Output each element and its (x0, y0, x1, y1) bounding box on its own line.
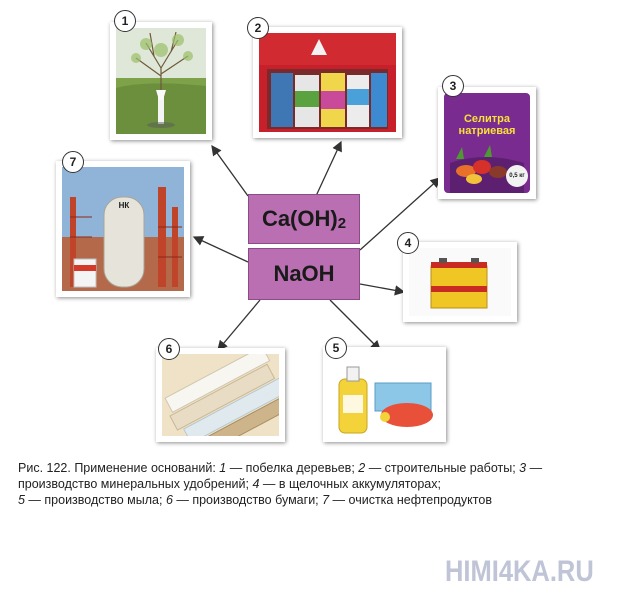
refinery-logo-label: НК (118, 201, 130, 210)
figure-caption (18, 460, 578, 508)
fertilizer-package-image (444, 93, 530, 193)
panel-4-number: 4 (397, 232, 419, 254)
fertilizer-weight-badge: 0,5 кг (506, 165, 528, 187)
formula1-subscript: 2 (337, 214, 347, 232)
caption-n7: 7 (322, 493, 330, 507)
caption-n3: 3 (519, 461, 527, 475)
caption-n6: 6 (165, 493, 173, 507)
construction-materials-image (259, 33, 396, 132)
caption-n1: 1 (219, 461, 227, 475)
panel-7-number: 7 (62, 151, 84, 173)
formula-calcium-hydroxide (248, 194, 360, 244)
panel-5-soap (323, 341, 446, 442)
caption-t1: — побелка деревьев; (226, 461, 359, 475)
refinery-image (62, 167, 184, 291)
fertilizer-label-line2: натриевая (458, 125, 516, 137)
panel-1-number: 1 (114, 10, 136, 32)
fertilizer-label-line1: Селитра (463, 113, 511, 125)
panel-5-number: 5 (325, 337, 347, 359)
panel-3-number: 3 (442, 75, 464, 97)
caption-t2: — строительные работы; (365, 461, 520, 475)
tree-image (116, 28, 206, 134)
panel-2-construction (253, 21, 402, 138)
caption-prefix: Рис. 122. Применение оснований: (18, 461, 220, 475)
panel-4-battery (403, 236, 517, 322)
caption-t6: — производство бумаги; (172, 493, 323, 507)
caption-n2: 2 (358, 461, 366, 475)
panel-6-number: 6 (158, 338, 180, 360)
formula-sodium-hydroxide (248, 248, 360, 300)
site-watermark: HIMI4KA.RU (445, 555, 594, 588)
panel-7-refinery (56, 155, 190, 297)
panel-3-fertilizer (438, 79, 536, 199)
caption-t4: — в щелочных аккумуляторах; (259, 477, 441, 491)
arrow-to-1 (212, 146, 248, 196)
formula1-main: Ca(OH) (261, 206, 338, 231)
panel-6-paper (156, 342, 285, 442)
arrow-to-6 (218, 300, 260, 350)
arrow-to-2 (316, 142, 341, 196)
caption-t3: — производство минеральных удобрений; (18, 461, 543, 491)
caption-n4: 4 (252, 477, 260, 491)
formula2-text: NaOH (273, 261, 335, 286)
arrow-to-4 (360, 284, 404, 292)
soap-image (329, 353, 440, 436)
panel-1-tree-whitewash (110, 14, 212, 140)
paper-rolls-image (162, 354, 279, 436)
battery-image (409, 248, 511, 316)
caption-t5: — производство мыла; (24, 493, 166, 507)
panel-2-number: 2 (247, 17, 269, 39)
caption-n5: 5 (18, 493, 25, 507)
arrow-to-7 (194, 237, 248, 262)
caption-t7: — очистка нефтепродуктов (329, 493, 492, 507)
